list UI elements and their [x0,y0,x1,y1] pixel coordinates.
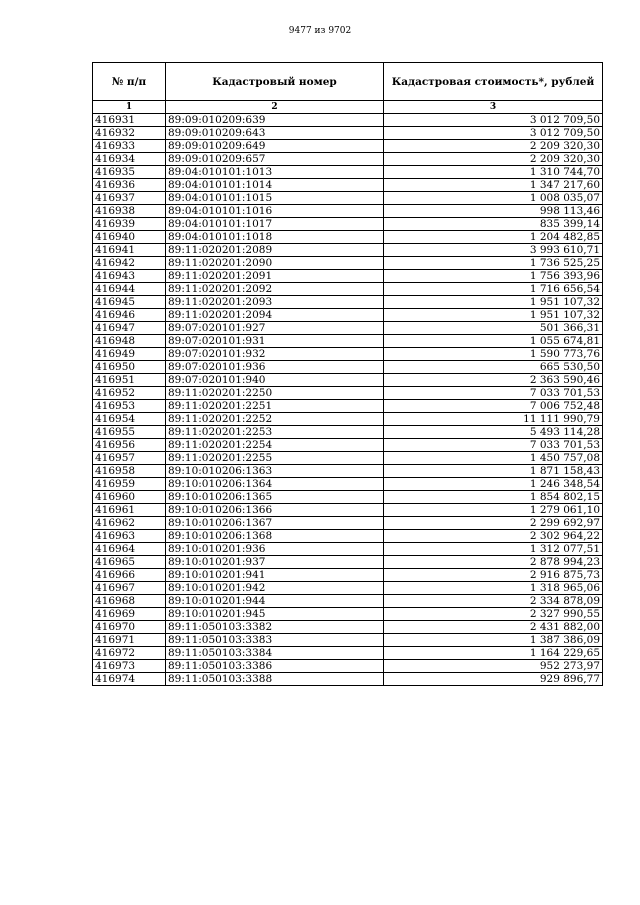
cadastral-number-cell: 89:04:010101:1018 [166,231,384,244]
row-number-cell: 416944 [93,283,166,296]
cadastral-number-cell: 89:11:050103:3384 [166,647,384,660]
cadastral-value-cell: 1 204 482,85 [384,231,603,244]
row-number-cell: 416954 [93,413,166,426]
cadastral-value-cell: 929 896,77 [384,673,603,686]
table-row [93,530,603,543]
page-number: 9477 из 9702 [288,26,352,36]
cadastral-value-cell: 1 450 757,08 [384,452,603,465]
row-number-cell: 416965 [93,556,166,569]
row-number-cell: 416932 [93,127,166,140]
cadastral-number-cell: 89:04:010101:1017 [166,218,384,231]
cadastral-number-cell: 89:09:010209:643 [166,127,384,140]
cadastral-value-cell: 2 209 320,30 [384,140,603,153]
cadastral-value-cell: 3 012 709,50 [384,127,603,140]
table-row [93,608,603,621]
cadastral-number-cell: 89:11:020201:2093 [166,296,384,309]
cadastral-value-cell: 1 736 525,25 [384,257,603,270]
cadastral-value-cell: 1 871 158,43 [384,465,603,478]
table-row [93,114,603,127]
cadastral-value-cell: 501 366,31 [384,322,603,335]
cadastral-value-cell: 1 164 229,65 [384,647,603,660]
table-row [93,322,603,335]
cadastral-number-cell: 89:11:020201:2091 [166,270,384,283]
table-row [93,478,603,491]
cadastral-number-cell: 89:10:010206:1367 [166,517,384,530]
table-row [93,335,603,348]
column-number: 1 [93,101,166,114]
table-row [93,257,603,270]
cadastral-number-cell: 89:11:020201:2092 [166,283,384,296]
cadastral-number-cell: 89:07:020101:936 [166,361,384,374]
cadastral-number-cell: 89:11:050103:3388 [166,673,384,686]
row-number-cell: 416964 [93,543,166,556]
table-row [93,244,603,257]
row-number-cell: 416934 [93,153,166,166]
cadastral-number-cell: 89:11:050103:3382 [166,621,384,634]
row-number-cell: 416960 [93,491,166,504]
cadastral-value-table [92,62,603,686]
row-number-cell: 416972 [93,647,166,660]
row-number-cell: 416952 [93,387,166,400]
row-number-cell: 416967 [93,582,166,595]
table-row [93,361,603,374]
cadastral-value-cell: 1 279 061,10 [384,504,603,517]
cadastral-number-cell: 89:07:020101:932 [166,348,384,361]
table-row [93,309,603,322]
cadastral-number-cell: 89:07:020101:940 [166,374,384,387]
row-number-cell: 416942 [93,257,166,270]
cadastral-number-cell: 89:11:020201:2250 [166,387,384,400]
row-number-cell: 416971 [93,634,166,647]
table-row [93,452,603,465]
table-row [93,621,603,634]
cadastral-number-cell: 89:10:010201:937 [166,556,384,569]
row-number-cell: 416937 [93,192,166,205]
cadastral-value-cell: 952 273,97 [384,660,603,673]
cadastral-value-cell: 2 363 590,46 [384,374,603,387]
cadastral-value-cell: 998 113,46 [384,205,603,218]
cadastral-value-cell: 1 951 107,32 [384,309,603,322]
cadastral-value-cell: 2 302 964,22 [384,530,603,543]
column-number: 2 [166,101,384,114]
table-row [93,634,603,647]
row-number-cell: 416956 [93,439,166,452]
table-row [93,569,603,582]
row-number-cell: 416940 [93,231,166,244]
cadastral-number-cell: 89:10:010201:944 [166,595,384,608]
row-number-cell: 416943 [93,270,166,283]
cadastral-number-cell: 89:11:020201:2251 [166,400,384,413]
table-row [93,426,603,439]
table-row [93,582,603,595]
cadastral-value-cell: 2 299 692,97 [384,517,603,530]
cadastral-number-cell: 89:11:020201:2254 [166,439,384,452]
row-number-cell: 416955 [93,426,166,439]
table-row [93,270,603,283]
cadastral-number-cell: 89:10:010201:936 [166,543,384,556]
row-number-cell: 416974 [93,673,166,686]
row-number-cell: 416933 [93,140,166,153]
row-number-cell: 416969 [93,608,166,621]
table-row [93,153,603,166]
cadastral-value-cell: 1 951 107,32 [384,296,603,309]
row-number-cell: 416948 [93,335,166,348]
cadastral-value-cell: 1 347 217,60 [384,179,603,192]
row-number-cell: 416946 [93,309,166,322]
table-row [93,400,603,413]
cadastral-value-cell: 2 916 875,73 [384,569,603,582]
cadastral-number-cell: 89:10:010201:941 [166,569,384,582]
cadastral-value-cell: 7 033 701,53 [384,387,603,400]
table-row [93,595,603,608]
table-row [93,231,603,244]
row-number-cell: 416945 [93,296,166,309]
cadastral-number-cell: 89:11:020201:2094 [166,309,384,322]
row-number-cell: 416951 [93,374,166,387]
table-row [93,439,603,452]
row-number-cell: 416936 [93,179,166,192]
row-number-cell: 416947 [93,322,166,335]
cadastral-value-cell: 1 854 802,15 [384,491,603,504]
row-number-cell: 416941 [93,244,166,257]
row-number-cell: 416962 [93,517,166,530]
table-row [93,647,603,660]
table-row [93,543,603,556]
table-row [93,179,603,192]
table-row [93,465,603,478]
row-number-cell: 416953 [93,400,166,413]
table-row [93,413,603,426]
table-row [93,283,603,296]
table-row [93,660,603,673]
column-number: 3 [384,101,603,114]
cadastral-value-cell: 1 318 965,06 [384,582,603,595]
cadastral-value-cell: 5 493 114,28 [384,426,603,439]
row-number-cell: 416957 [93,452,166,465]
table-row [93,673,603,686]
row-number-cell: 416950 [93,361,166,374]
cadastral-value-cell: 2 209 320,30 [384,153,603,166]
row-number-cell: 416958 [93,465,166,478]
row-number-cell: 416968 [93,595,166,608]
cadastral-number-cell: 89:09:010209:657 [166,153,384,166]
cadastral-value-cell: 1 716 656,54 [384,283,603,296]
cadastral-value-cell: 1 756 393,96 [384,270,603,283]
cadastral-number-cell: 89:11:050103:3386 [166,660,384,673]
cadastral-number-cell: 89:09:010209:639 [166,114,384,127]
cadastral-value-cell: 835 399,14 [384,218,603,231]
cadastral-value-cell: 1 055 674,81 [384,335,603,348]
cadastral-number-cell: 89:11:020201:2089 [166,244,384,257]
cadastral-value-cell: 665 530,50 [384,361,603,374]
row-number-cell: 416935 [93,166,166,179]
table-row [93,348,603,361]
cadastral-number-cell: 89:04:010101:1014 [166,179,384,192]
cadastral-value-cell: 2 878 994,23 [384,556,603,569]
table-row [93,491,603,504]
cadastral-number-cell: 89:10:010201:945 [166,608,384,621]
table-row [93,127,603,140]
row-number-cell: 416931 [93,114,166,127]
row-number-cell: 416966 [93,569,166,582]
cadastral-number-cell: 89:11:020201:2090 [166,257,384,270]
cadastral-value-cell: 3 012 709,50 [384,114,603,127]
cadastral-value-cell: 1 590 773,76 [384,348,603,361]
cadastral-number-cell: 89:04:010101:1013 [166,166,384,179]
cadastral-value-cell: 1 387 386,09 [384,634,603,647]
cadastral-number-cell: 89:09:010209:649 [166,140,384,153]
table-row [93,205,603,218]
table-row [93,296,603,309]
cadastral-number-cell: 89:10:010206:1363 [166,465,384,478]
table-row [93,374,603,387]
table-row [93,192,603,205]
cadastral-number-cell: 89:11:050103:3383 [166,634,384,647]
table-row [93,140,603,153]
cadastral-value-cell: 1 312 077,51 [384,543,603,556]
cadastral-number-cell: 89:10:010206:1364 [166,478,384,491]
cadastral-number-cell: 89:11:020201:2252 [166,413,384,426]
cadastral-number-cell: 89:11:020201:2253 [166,426,384,439]
cadastral-value-cell: 2 327 990,55 [384,608,603,621]
cadastral-number-cell: 89:10:010206:1368 [166,530,384,543]
cadastral-number-cell: 89:10:010201:942 [166,582,384,595]
table-header-row [93,63,603,101]
cadastral-value-cell: 1 310 744,70 [384,166,603,179]
cadastral-value-cell: 1 246 348,54 [384,478,603,491]
row-number-cell: 416963 [93,530,166,543]
cadastral-number-cell: 89:10:010206:1366 [166,504,384,517]
cadastral-value-cell: 11 111 990,79 [384,413,603,426]
table-row [93,218,603,231]
column-number-row [93,101,603,114]
row-number-cell: 416959 [93,478,166,491]
cadastral-number-cell: 89:04:010101:1015 [166,192,384,205]
row-number-cell: 416939 [93,218,166,231]
row-number-cell: 416973 [93,660,166,673]
row-number-cell: 416961 [93,504,166,517]
header-cadastral-number: Кадастровый номер [166,63,384,101]
cadastral-number-cell: 89:07:020101:931 [166,335,384,348]
table-row [93,517,603,530]
cadastral-value-cell: 2 334 878,09 [384,595,603,608]
table-row [93,556,603,569]
cadastral-value-cell: 7 033 701,53 [384,439,603,452]
cadastral-value-cell: 1 008 035,07 [384,192,603,205]
table-row [93,166,603,179]
header-cadastral-value: Кадастровая стоимость*, рублей [384,63,603,101]
cadastral-number-cell: 89:11:020201:2255 [166,452,384,465]
table-body [93,114,603,686]
cadastral-value-cell: 2 431 882,00 [384,621,603,634]
cadastral-value-cell: 7 006 752,48 [384,400,603,413]
row-number-cell: 416938 [93,205,166,218]
cadastral-number-cell: 89:07:020101:927 [166,322,384,335]
row-number-cell: 416970 [93,621,166,634]
table-row [93,504,603,517]
cadastral-value-cell: 3 993 610,71 [384,244,603,257]
table-row [93,387,603,400]
header-row-number: № п/п [93,63,166,101]
cadastral-number-cell: 89:10:010206:1365 [166,491,384,504]
cadastral-number-cell: 89:04:010101:1016 [166,205,384,218]
row-number-cell: 416949 [93,348,166,361]
